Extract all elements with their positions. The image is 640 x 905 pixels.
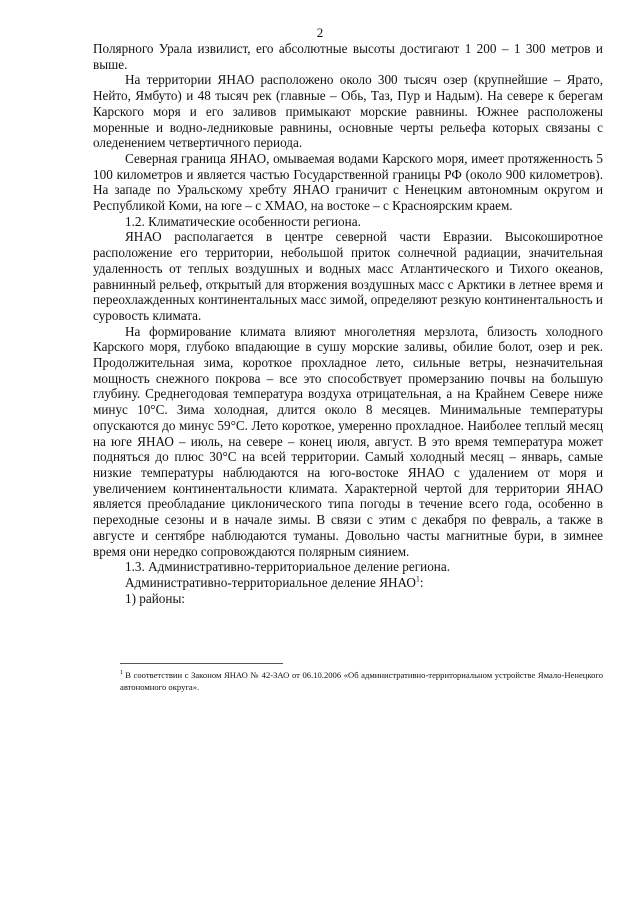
- footnote-text: В соответствии с Законом ЯНАО № 42-ЗАО от 06.10.2006 «Об административно-территориальном устройстве Ямало-Ненецкого автономного округа».: [120, 670, 603, 692]
- list-item-districts: 1) районы:: [125, 590, 185, 606]
- section-heading-administrative: 1.3. Административно-территориальное деление региона.: [125, 559, 450, 575]
- paragraph-lakes-rivers: На территории ЯНАО расположено около 300 тысяч озер (крупнейшие – Ярато, Нейто, Ямбуто) и 48 тысяч рек (главные – Обь, Таз, Пур и Надым). На севере к берегам Карского моря и его заливов примыкают морские равнины. Южнее расположены моренные и водно-ледниковые равнины, основные черты рельефа которых связаны с оледенением четвертичного периода.: [93, 72, 603, 151]
- administrative-division-text: Административно-территориальное деление ЯНАО: [125, 574, 416, 590]
- paragraph-climate-factors: На формирование климата влияют многолетняя мерзлота, близость холодного Карского моря, глубоко впадающие в сушу морские заливы, обилие болот, озер и рек. Продолжительная зима, короткое прохладное лето, сильные ветры, незначительная мощность снежного покрова – все это способствует промерзанию почвы на большую глубину. Среднегодовая температура воздуха отрицательная, а на Крайнем Севере ниже минус 10°С. Зима холодная, длится около 8 месяцев. Минимальные температуры опускаются до минус 59°С. Лето короткое, умеренно прохладное. Наиболее теплый месяц на юге ЯНАО – июль, на севере – конец июля, август. В это время температура может подняться до плюс 30°С на всей территории. Самый холодный месяц – январь, самые низкие температуры наблюдаются на юго-востоке ЯНАО с удалением от моря и увеличением континентальности климата. Характерной чертой для территории ЯНАО является преобладание циклонического типа погоды в течение всего года, особенно в переходные сезоны и в начале зимы. В связи с этим с декабря по февраль, а также в августе и сентябре наблюдаются туманы. Довольно часты магнитные бури, в зимнее время они нередко сопровождаются полярным сиянием.: [93, 323, 603, 559]
- paragraph-continuation: Полярного Урала извилист, его абсолютные высоты достигают 1 200 – 1 300 метров и выше.: [93, 41, 603, 72]
- paragraph-climate-location: ЯНАО располагается в центре северной части Евразии. Высокоширотное расположение его территории, небольшой приток солнечной радиации, значительная удаленность от теплых воздушных и водных масс Атлантического и Тихого океанов, равнинный рельеф, открытый для вторжения воздушных масс с Арктики в летнее время и переохлажденных континентальных масс зимой, определяют резкую континентальность и суровость климата.: [93, 229, 603, 323]
- section-heading-climate: 1.2. Климатические особенности региона.: [125, 213, 361, 229]
- paragraph-administrative-division: Административно-территориальное деление ЯНАО$^1$:: [125, 574, 424, 590]
- footnote-mark: 1: [120, 669, 124, 677]
- footnote-reference[interactable]: 1: [415, 574, 420, 584]
- page-number: 2: [316, 25, 324, 40]
- footnote: [120, 670, 603, 693]
- footnote-divider: [120, 663, 283, 664]
- body-text: [93, 41, 603, 606]
- paragraph-borders: Северная граница ЯНАО, омываемая водами Карского моря, имеет протяженность 5 100 километров и является частью Государственной границы РФ (около 900 километров). На западе по Уральскому хребту ЯНАО граничит с Ненецким автономным округом и Республикой Коми, на юге – с ХМАО, на востоке – с Красноярским краем.: [93, 150, 603, 214]
